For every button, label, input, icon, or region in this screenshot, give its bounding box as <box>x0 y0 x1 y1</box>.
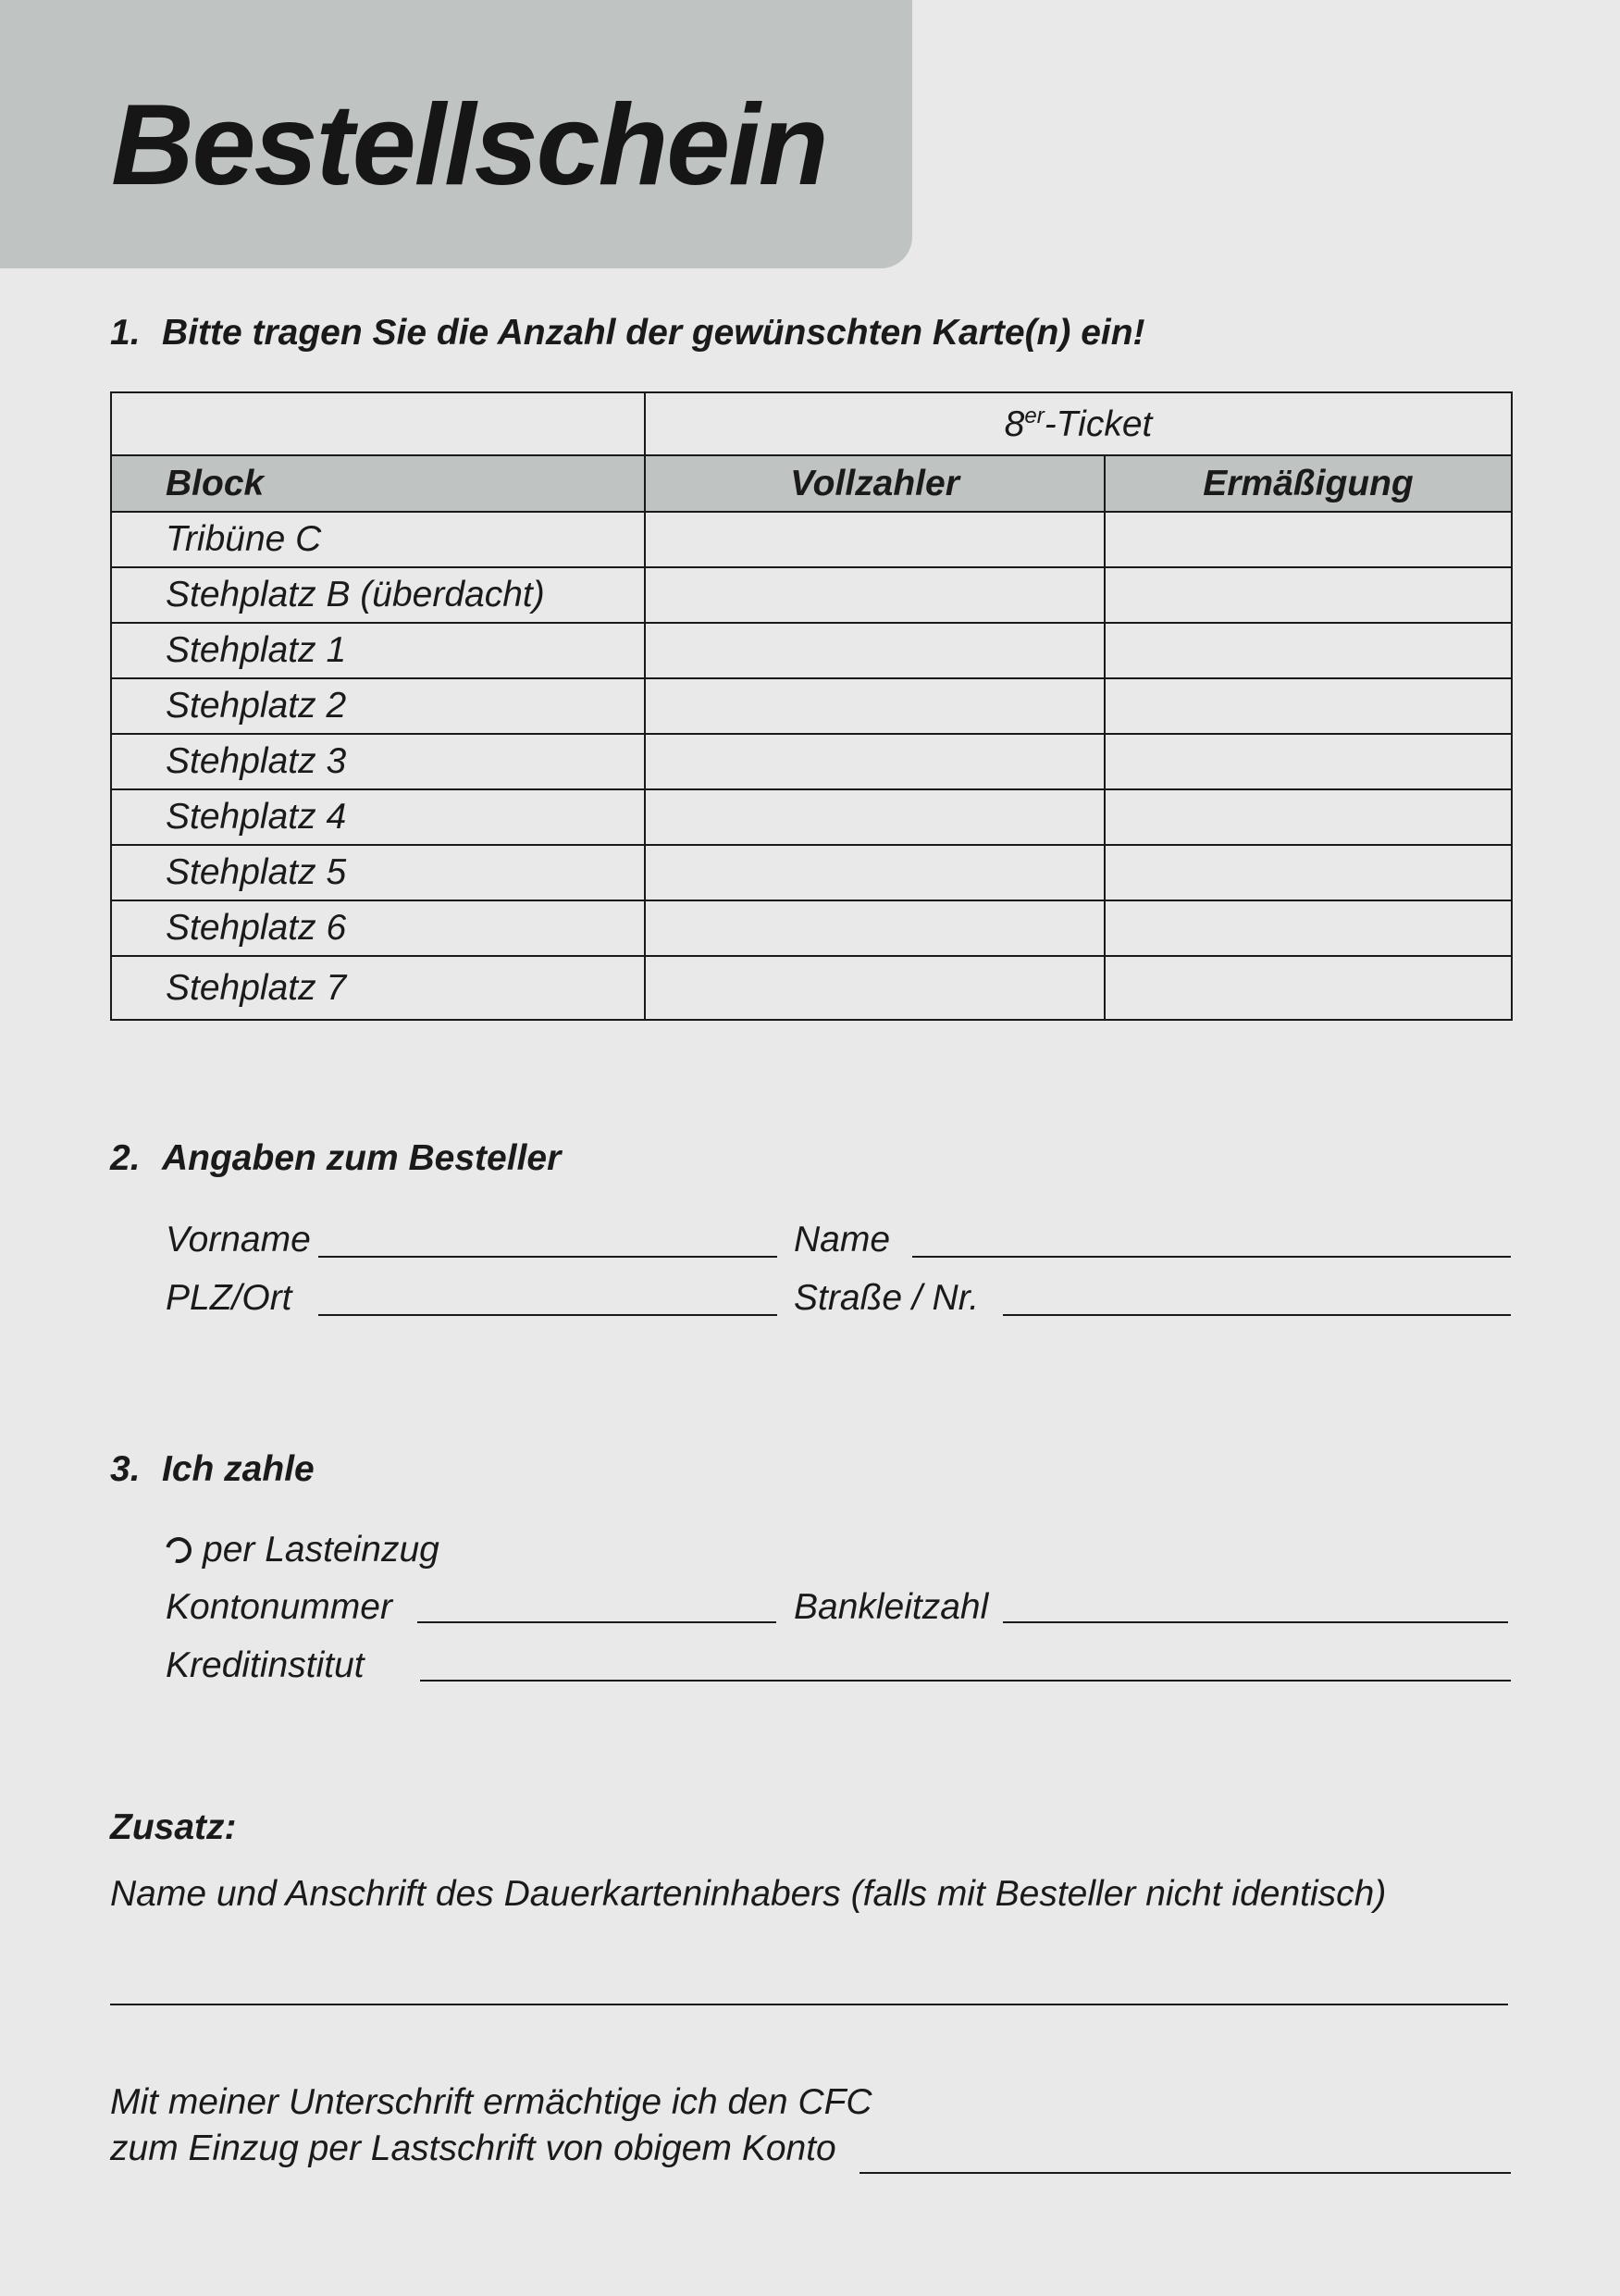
ermaessigung-input-cell[interactable] <box>1105 678 1512 734</box>
kreditinstitut-label: Kreditinstitut <box>166 1645 365 1685</box>
bankleitzahl-field[interactable] <box>1003 1621 1508 1623</box>
ermaessigung-input-cell[interactable] <box>1105 789 1512 845</box>
ermaessigung-input-cell[interactable] <box>1105 900 1512 956</box>
ermaessigung-input-cell[interactable] <box>1105 623 1512 678</box>
table-row <box>111 623 1512 678</box>
vollzahler-input-cell[interactable] <box>645 734 1105 789</box>
ermaessigung-input-cell[interactable] <box>1105 845 1512 900</box>
name-field[interactable] <box>912 1256 1511 1258</box>
column-header-block: Block <box>111 455 645 512</box>
vollzahler-input-cell[interactable] <box>645 512 1105 567</box>
section-3-number: 3. <box>110 1449 141 1489</box>
vollzahler-input-cell[interactable] <box>645 678 1105 734</box>
strasse-field[interactable] <box>1003 1314 1511 1316</box>
vollzahler-input-cell[interactable] <box>645 956 1105 1020</box>
ermaessigung-input-cell[interactable] <box>1105 512 1512 567</box>
ermaessigung-input-cell[interactable] <box>1105 734 1512 789</box>
vorname-field[interactable] <box>318 1256 777 1258</box>
block-name: Stehplatz 3 <box>111 734 645 789</box>
block-name: Stehplatz 4 <box>111 789 645 845</box>
vollzahler-input-cell[interactable] <box>645 623 1105 678</box>
vorname-label: Vorname <box>166 1220 311 1260</box>
column-header-vollzahler: Vollzahler <box>645 455 1105 512</box>
section-1-number: 1. <box>110 313 141 353</box>
table-top-row <box>111 392 1512 455</box>
table-row <box>111 512 1512 567</box>
section-1-heading <box>110 315 1145 351</box>
page-title: Bestellschein <box>111 81 827 209</box>
section-3-title: Ich zahle <box>162 1449 315 1489</box>
vollzahler-input-cell[interactable] <box>645 845 1105 900</box>
block-name: Tribüne C <box>111 512 645 567</box>
table-row <box>111 734 1512 789</box>
section-3-heading <box>110 1451 315 1487</box>
block-name: Stehplatz 5 <box>111 845 645 900</box>
lasteinzug-label: per Lasteinzug <box>203 1530 439 1570</box>
kontonummer-label: Kontonummer <box>166 1587 392 1627</box>
table-row <box>111 789 1512 845</box>
zusatz-text: Name und Anschrift des Dauerkarteninhabers (falls mit Besteller nicht identisch) <box>110 1874 1387 1914</box>
table-header-row <box>111 455 1512 512</box>
lasteinzug-option[interactable] <box>166 1532 439 1568</box>
ticket-type-header: 8er-Ticket <box>645 392 1512 455</box>
section-1-title: Bitte tragen Sie die Anzahl der gewünschten Karte(n) ein! <box>162 313 1145 353</box>
block-name: Stehplatz 6 <box>111 900 645 956</box>
bankleitzahl-label: Bankleitzahl <box>794 1587 989 1627</box>
name-label: Name <box>794 1220 891 1260</box>
kontonummer-field[interactable] <box>417 1621 776 1623</box>
order-table <box>110 391 1513 1021</box>
column-header-ermaessigung: Ermäßigung <box>1105 455 1512 512</box>
section-2-number: 2. <box>110 1138 141 1178</box>
table-row <box>111 678 1512 734</box>
table-row <box>111 567 1512 623</box>
section-2-title: Angaben zum Besteller <box>162 1138 562 1178</box>
kreditinstitut-field[interactable] <box>420 1680 1511 1682</box>
vollzahler-input-cell[interactable] <box>645 789 1105 845</box>
vollzahler-input-cell[interactable] <box>645 567 1105 623</box>
signature-text-line-1: Mit meiner Unterschrift ermächtige ich den CFC <box>110 2082 872 2122</box>
strasse-label: Straße / Nr. <box>794 1278 980 1318</box>
plz-ort-field[interactable] <box>318 1314 777 1316</box>
signature-text-line-2: zum Einzug per Lastschrift von obigem Konto <box>110 2128 836 2168</box>
table-row <box>111 956 1512 1020</box>
plz-ort-label: PLZ/Ort <box>166 1278 292 1318</box>
block-name: Stehplatz B (überdacht) <box>111 567 645 623</box>
zusatz-heading: Zusatz: <box>110 1807 237 1847</box>
radio-circle-icon[interactable] <box>161 1533 196 1568</box>
ermaessigung-input-cell[interactable] <box>1105 567 1512 623</box>
table-corner-cell <box>111 392 645 455</box>
vollzahler-input-cell[interactable] <box>645 900 1105 956</box>
dauerkarteninhaber-field[interactable] <box>110 2004 1508 2005</box>
signature-field[interactable] <box>859 2172 1511 2174</box>
table-row <box>111 900 1512 956</box>
section-2-heading <box>110 1140 561 1176</box>
block-name: Stehplatz 2 <box>111 678 645 734</box>
block-name: Stehplatz 7 <box>111 956 645 1020</box>
table-row <box>111 845 1512 900</box>
ermaessigung-input-cell[interactable] <box>1105 956 1512 1020</box>
block-name: Stehplatz 1 <box>111 623 645 678</box>
